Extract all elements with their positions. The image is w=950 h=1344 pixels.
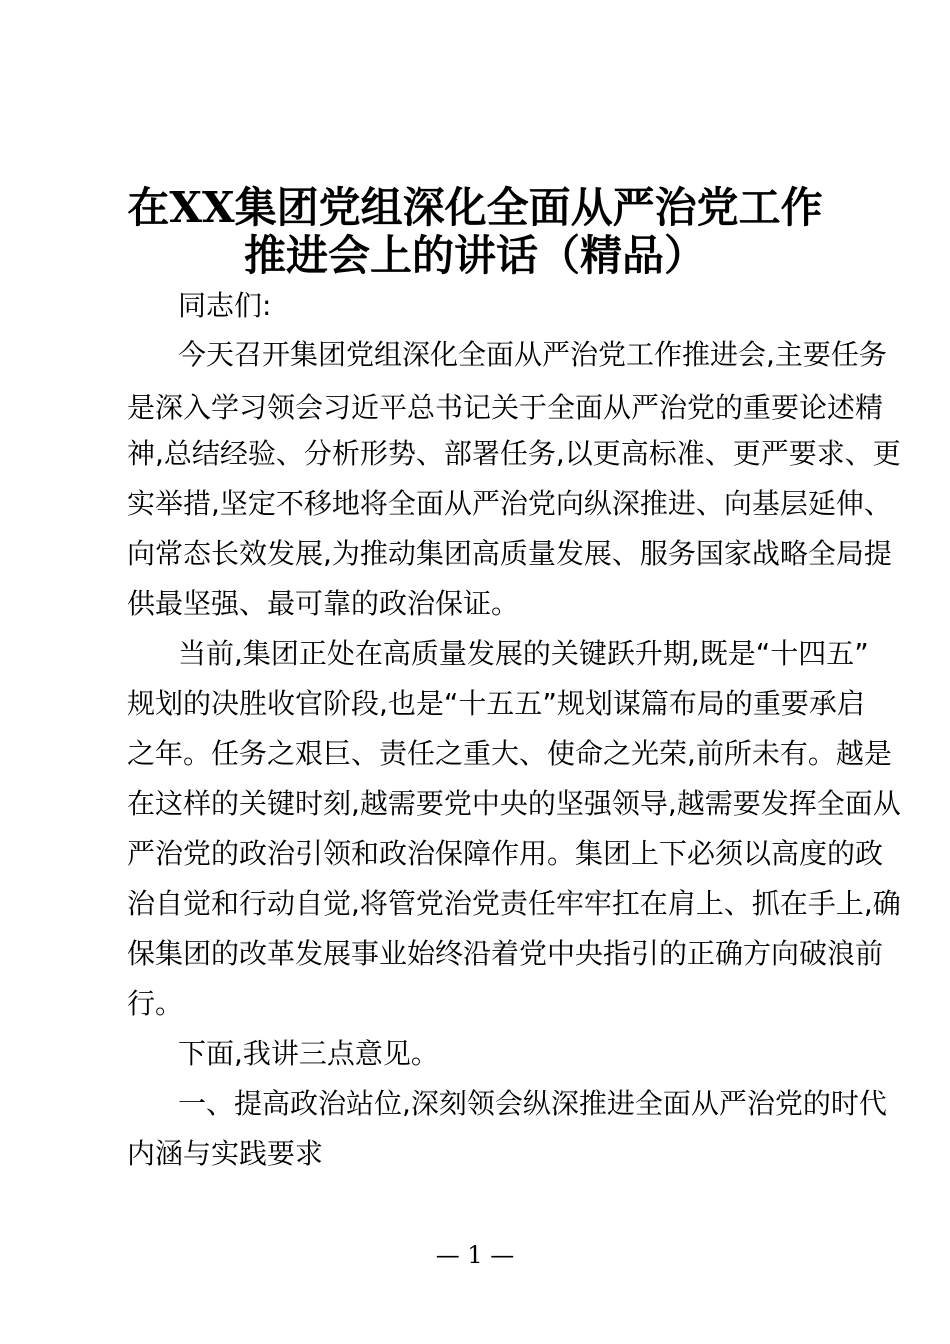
- paragraph-2-line: 保集团的改革发展事业始终沿着党中央指引的正确方向破浪前: [127, 937, 884, 970]
- salutation: 同志们:: [178, 289, 272, 322]
- paragraph-1-line: 神,总结经验、分析形势、部署任务,以更高标准、更严要求、更: [127, 437, 901, 470]
- paragraph-1-line: 今天召开集团党组深化全面从严治党工作推进会,主要任务: [178, 338, 887, 371]
- paragraph-3: 下面,我讲三点意见。: [178, 1037, 439, 1070]
- section-heading-line: 一、提高政治站位,深刻领会纵深推进全面从严治党的时代: [178, 1087, 887, 1120]
- paragraph-2-line: 在这样的关键时刻,越需要党中央的坚强领导,越需要发挥全面从: [127, 787, 901, 820]
- paragraph-2-line: 行。: [127, 987, 184, 1020]
- paragraph-1-line: 是深入学习领会习近平总书记关于全面从严治党的重要论述精: [127, 391, 884, 424]
- section-heading-line: 内涵与实践要求: [127, 1137, 324, 1170]
- page-number: — 1 —: [435, 1241, 515, 1269]
- paragraph-2-line: 当前,集团正处在高质量发展的关键跃升期,既是“十四五”: [178, 637, 869, 670]
- paragraph-1-line: 实举措,坚定不移地将全面从严治党向纵深推进、向基层延伸、: [127, 487, 892, 520]
- document-title-line-2: 推进会上的讲话（精品）: [243, 231, 706, 280]
- paragraph-2-line: 治自觉和行动自觉,将管党治党责任牢牢扛在肩上、抓在手上,确: [127, 887, 901, 920]
- paragraph-2-line: 规划的决胜收官阶段,也是“十五五”规划谋篇布局的重要承启: [127, 687, 865, 720]
- document-title-line-1: 在XX集团党组深化全面从严治党工作: [127, 183, 823, 232]
- paragraph-2-line: 严治党的政治引领和政治保障作用。集团上下必须以高度的政: [127, 837, 884, 870]
- paragraph-1-line: 供最坚强、最可靠的政治保证。: [127, 587, 520, 620]
- paragraph-1-line: 向常态长效发展,为推动集团高质量发展、服务国家战略全局提: [127, 537, 892, 570]
- paragraph-2-line: 之年。任务之艰巨、责任之重大、使命之光荣,前所未有。越是: [127, 737, 892, 770]
